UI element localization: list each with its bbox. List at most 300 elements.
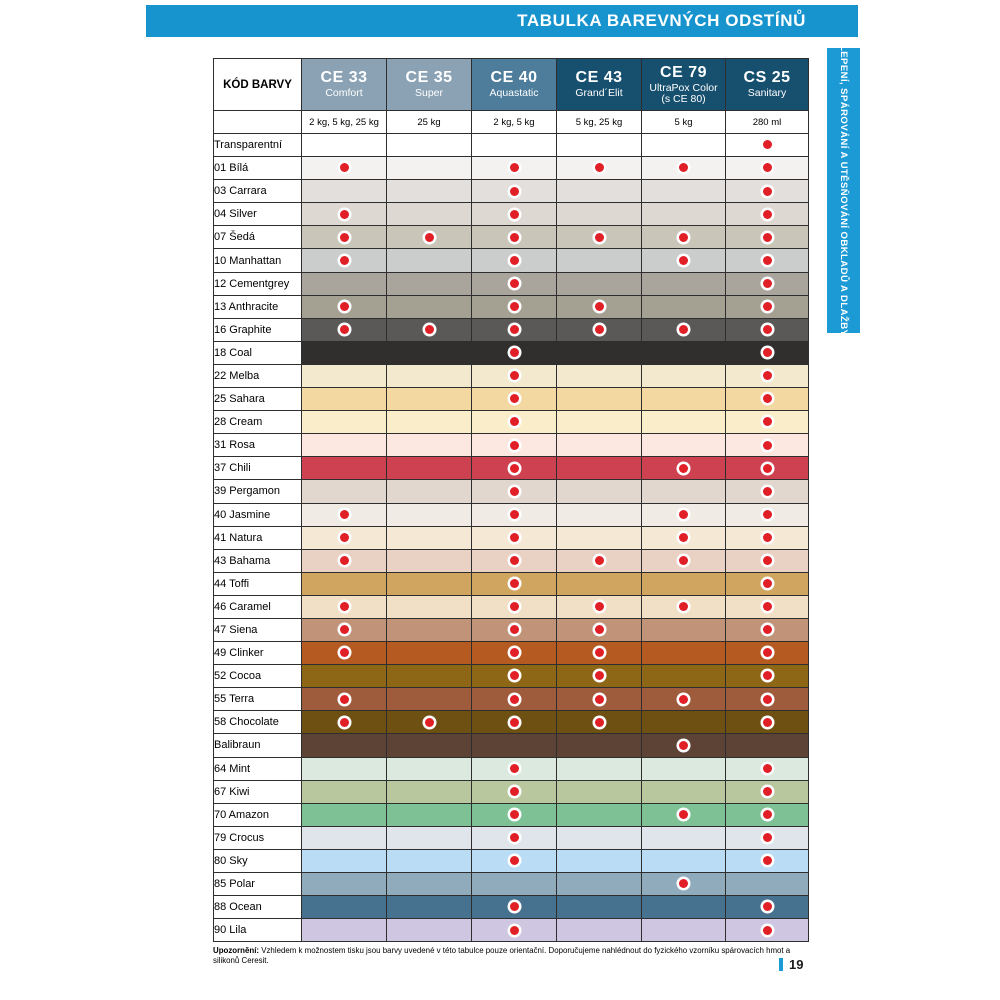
row-label: 10 Manhattan (214, 249, 302, 272)
table-row (214, 595, 809, 618)
color-swatch-cell (387, 318, 472, 341)
package-size-cell: 280 ml (726, 111, 809, 134)
color-swatch-cell (642, 826, 726, 849)
availability-dot-icon (763, 464, 772, 473)
row-label: 44 Toffi (214, 572, 302, 595)
color-swatch-cell (557, 341, 642, 364)
color-swatch-cell (472, 826, 557, 849)
row-label: 07 Šedá (214, 226, 302, 249)
color-swatch-cell (472, 780, 557, 803)
row-label: 04 Silver (214, 203, 302, 226)
row-label: 64 Mint (214, 757, 302, 780)
table-row (214, 734, 809, 757)
availability-dot-icon (763, 764, 772, 773)
color-swatch-cell (726, 896, 809, 919)
color-swatch-cell (387, 480, 472, 503)
color-swatch-cell (472, 711, 557, 734)
footnote-text: Vzhledem k možnostem tisku jsou barvy uvedené v této tabulce pouze orientační. Doporučujeme nahlédnout do fyzického vzorníku spárovacích hmot a silikonů Ceresit. (213, 946, 791, 965)
availability-dot-icon (679, 556, 688, 565)
color-swatch-cell (472, 873, 557, 896)
table-row (214, 642, 809, 665)
row-label: 22 Melba (214, 364, 302, 387)
availability-dot-icon (763, 441, 772, 450)
table-row (214, 203, 809, 226)
column-header-ce-35 (387, 59, 472, 111)
color-swatch-cell (387, 711, 472, 734)
availability-dot-icon (340, 163, 349, 172)
color-swatch-cell (642, 896, 726, 919)
availability-dot-icon (595, 302, 604, 311)
availability-dot-icon (340, 256, 349, 265)
color-swatch-cell (557, 364, 642, 387)
row-label: 13 Anthracite (214, 295, 302, 318)
table-row (214, 503, 809, 526)
color-swatch-cell (302, 826, 387, 849)
package-size-cell: 25 kg (387, 111, 472, 134)
package-sizes-blank-cell (214, 111, 302, 134)
color-swatch-cell (642, 157, 726, 180)
color-swatch-cell (557, 642, 642, 665)
page-number-accent-bar (779, 958, 783, 971)
availability-dot-icon (595, 325, 604, 334)
color-swatch-cell (642, 665, 726, 688)
color-swatch-cell (387, 688, 472, 711)
color-swatch-cell (726, 411, 809, 434)
availability-dot-icon (679, 464, 688, 473)
table-row (214, 226, 809, 249)
color-swatch-cell (642, 249, 726, 272)
color-swatch-cell (472, 480, 557, 503)
color-swatch-cell (387, 572, 472, 595)
color-swatch-cell (726, 572, 809, 595)
color-swatch-cell (726, 803, 809, 826)
color-swatch-cell (557, 295, 642, 318)
color-swatch-cell (642, 780, 726, 803)
color-swatch-cell (726, 226, 809, 249)
availability-dot-icon (510, 394, 519, 403)
color-swatch-cell (302, 411, 387, 434)
availability-dot-icon (763, 718, 772, 727)
availability-dot-icon (340, 233, 349, 242)
color-swatch-cell (726, 549, 809, 572)
color-swatch-cell (642, 757, 726, 780)
availability-dot-icon (763, 510, 772, 519)
color-swatch-cell (557, 457, 642, 480)
color-swatch-cell (642, 457, 726, 480)
color-swatch-cell (557, 480, 642, 503)
color-swatch-cell (387, 526, 472, 549)
color-swatch-cell (642, 803, 726, 826)
color-swatch-cell (726, 734, 809, 757)
color-swatch-cell (726, 272, 809, 295)
color-swatch-cell (726, 711, 809, 734)
color-swatch-cell (557, 572, 642, 595)
availability-dot-icon (763, 487, 772, 496)
availability-dot-icon (510, 371, 519, 380)
color-swatch-cell (557, 272, 642, 295)
availability-dot-icon (763, 856, 772, 865)
availability-dot-icon (510, 325, 519, 334)
color-swatch-cell (472, 134, 557, 157)
color-swatch-cell (302, 849, 387, 872)
color-swatch-cell (302, 642, 387, 665)
availability-dot-icon (763, 602, 772, 611)
color-swatch-cell (302, 757, 387, 780)
color-swatch-cell (642, 364, 726, 387)
color-swatch-cell (557, 734, 642, 757)
availability-dot-icon (679, 510, 688, 519)
color-swatch-cell (302, 295, 387, 318)
color-swatch-cell (557, 549, 642, 572)
color-swatch-cell (726, 919, 809, 942)
color-swatch-cell (302, 780, 387, 803)
color-swatch-cell (302, 134, 387, 157)
row-label: 31 Rosa (214, 434, 302, 457)
table-row (214, 826, 809, 849)
color-swatch-cell (302, 572, 387, 595)
color-swatch-cell (302, 364, 387, 387)
color-swatch-cell (642, 434, 726, 457)
color-swatch-cell (387, 734, 472, 757)
row-label: 16 Graphite (214, 318, 302, 341)
color-swatch-cell (642, 411, 726, 434)
color-swatch-cell (726, 665, 809, 688)
availability-dot-icon (763, 556, 772, 565)
availability-dot-icon (510, 902, 519, 911)
color-swatch-cell (387, 295, 472, 318)
color-swatch-cell (642, 618, 726, 641)
column-header-cs-25 (726, 59, 809, 111)
color-swatch-cell (302, 272, 387, 295)
product-name: Aquastatic (489, 87, 539, 100)
color-swatch-cell (557, 711, 642, 734)
row-label: Transparentní (214, 134, 302, 157)
availability-dot-icon (595, 163, 604, 172)
color-swatch-cell (302, 457, 387, 480)
row-label: 01 Bílá (214, 157, 302, 180)
availability-dot-icon (510, 256, 519, 265)
color-swatch-cell (557, 665, 642, 688)
availability-dot-icon (510, 856, 519, 865)
availability-dot-icon (595, 648, 604, 657)
color-swatch-cell (472, 411, 557, 434)
table-row (214, 434, 809, 457)
color-swatch-cell (642, 849, 726, 872)
color-swatch-cell (557, 849, 642, 872)
availability-dot-icon (340, 325, 349, 334)
color-swatch-cell (387, 919, 472, 942)
color-swatch-cell (642, 734, 726, 757)
table-row (214, 180, 809, 203)
table-row (214, 157, 809, 180)
availability-dot-icon (510, 833, 519, 842)
availability-dot-icon (510, 556, 519, 565)
row-label: 70 Amazon (214, 803, 302, 826)
table-row (214, 295, 809, 318)
color-swatch-cell (726, 364, 809, 387)
table-row (214, 873, 809, 896)
color-swatch-cell (302, 526, 387, 549)
color-swatch-cell (726, 503, 809, 526)
color-swatch-cell (472, 919, 557, 942)
color-swatch-cell (642, 203, 726, 226)
color-swatch-cell (302, 595, 387, 618)
row-label: 58 Chocolate (214, 711, 302, 734)
color-swatch-cell (387, 757, 472, 780)
availability-dot-icon (679, 695, 688, 704)
availability-dot-icon (763, 210, 772, 219)
color-swatch-cell (726, 434, 809, 457)
color-swatch-cell (557, 826, 642, 849)
availability-dot-icon (595, 556, 604, 565)
color-swatch-cell (472, 457, 557, 480)
color-swatch-cell (557, 896, 642, 919)
color-swatch-cell (387, 249, 472, 272)
color-swatch-cell (472, 272, 557, 295)
color-swatch-cell (557, 503, 642, 526)
color-swatch-cell (302, 549, 387, 572)
availability-dot-icon (763, 325, 772, 334)
availability-dot-icon (510, 417, 519, 426)
color-swatch-cell (726, 826, 809, 849)
availability-dot-icon (510, 302, 519, 311)
table-row (214, 318, 809, 341)
product-code: CE 79 (660, 63, 707, 81)
availability-dot-icon (425, 718, 434, 727)
color-swatch-cell (302, 734, 387, 757)
availability-dot-icon (340, 210, 349, 219)
table-row (214, 780, 809, 803)
color-swatch-cell (302, 249, 387, 272)
table-row (214, 457, 809, 480)
color-swatch-cell (726, 203, 809, 226)
availability-dot-icon (510, 163, 519, 172)
availability-dot-icon (763, 371, 772, 380)
availability-dot-icon (510, 648, 519, 657)
color-swatch-cell (726, 757, 809, 780)
availability-dot-icon (763, 302, 772, 311)
product-code: CS 25 (743, 69, 791, 87)
availability-dot-icon (763, 625, 772, 634)
color-swatch-cell (387, 226, 472, 249)
color-swatch-cell (726, 157, 809, 180)
color-swatch-cell (302, 434, 387, 457)
row-label: 90 Lila (214, 919, 302, 942)
table-row (214, 711, 809, 734)
color-swatch-cell (302, 480, 387, 503)
color-swatch-cell (642, 595, 726, 618)
color-swatch-cell (726, 642, 809, 665)
color-swatch-cell (387, 503, 472, 526)
color-swatch-cell (302, 318, 387, 341)
color-swatch-cell (642, 295, 726, 318)
row-label: 47 Siena (214, 618, 302, 641)
color-swatch-cell (557, 873, 642, 896)
color-swatch-cell (387, 849, 472, 872)
table-row (214, 849, 809, 872)
color-swatch-cell (557, 411, 642, 434)
availability-dot-icon (679, 741, 688, 750)
availability-dot-icon (340, 695, 349, 704)
section-side-tab-label: LEPENÍ, SPÁROVÁNÍ A UTĚSŇOVÁNÍ OBKLADŮ A DLAŽBY (838, 44, 849, 337)
row-label: 49 Clinker (214, 642, 302, 665)
color-swatch-cell (472, 803, 557, 826)
table-row (214, 526, 809, 549)
table-row (214, 803, 809, 826)
table-row (214, 665, 809, 688)
color-swatch-cell (642, 526, 726, 549)
color-swatch-cell (302, 919, 387, 942)
column-header-code: KÓD BARVY (214, 59, 302, 111)
color-swatch-cell (472, 688, 557, 711)
color-swatch-cell (726, 341, 809, 364)
color-swatch-cell (557, 226, 642, 249)
row-label: 67 Kiwi (214, 780, 302, 803)
availability-dot-icon (679, 533, 688, 542)
row-label: 52 Cocoa (214, 665, 302, 688)
color-swatch-cell (726, 318, 809, 341)
color-swatch-cell (726, 388, 809, 411)
table-row (214, 249, 809, 272)
row-label: 25 Sahara (214, 388, 302, 411)
availability-dot-icon (763, 810, 772, 819)
availability-dot-icon (340, 302, 349, 311)
color-swatch-cell (387, 180, 472, 203)
color-swatch-cell (387, 826, 472, 849)
color-swatch-cell (387, 896, 472, 919)
color-swatch-cell (472, 364, 557, 387)
color-swatch-cell (642, 919, 726, 942)
availability-dot-icon (510, 533, 519, 542)
color-swatch-cell (557, 180, 642, 203)
color-swatch-cell (642, 549, 726, 572)
color-swatch-cell (302, 226, 387, 249)
row-label: 85 Polar (214, 873, 302, 896)
availability-dot-icon (763, 140, 772, 149)
color-swatch-cell (557, 688, 642, 711)
availability-dot-icon (510, 671, 519, 680)
color-swatch-cell (557, 388, 642, 411)
row-label: 03 Carrara (214, 180, 302, 203)
color-swatch-cell (557, 803, 642, 826)
product-code: CE 40 (490, 69, 538, 87)
package-size-cell: 5 kg, 25 kg (557, 111, 642, 134)
color-swatch-cell (472, 157, 557, 180)
color-swatch-cell (726, 295, 809, 318)
product-code: CE 33 (320, 69, 368, 87)
color-swatch-cell (557, 526, 642, 549)
table-row (214, 388, 809, 411)
availability-dot-icon (510, 464, 519, 473)
color-swatch-cell (726, 595, 809, 618)
color-swatch-cell (472, 295, 557, 318)
table-row (214, 364, 809, 387)
color-swatch-cell (302, 157, 387, 180)
footnote (213, 946, 809, 966)
color-swatch-cell (387, 780, 472, 803)
availability-dot-icon (763, 163, 772, 172)
availability-dot-icon (510, 210, 519, 219)
availability-dot-icon (510, 348, 519, 357)
page-number (779, 957, 803, 972)
availability-dot-icon (679, 325, 688, 334)
availability-dot-icon (763, 348, 772, 357)
color-swatch-cell (726, 873, 809, 896)
color-swatch-cell (472, 734, 557, 757)
color-swatch-cell (387, 549, 472, 572)
page-header-banner (146, 5, 858, 37)
table-row (214, 272, 809, 295)
row-label: 39 Pergamon (214, 480, 302, 503)
color-swatch-cell (642, 134, 726, 157)
availability-dot-icon (763, 279, 772, 288)
color-swatch-cell (387, 873, 472, 896)
color-swatch-cell (472, 849, 557, 872)
row-label: 46 Caramel (214, 595, 302, 618)
color-swatch-cell (387, 665, 472, 688)
product-name: Sanitary (747, 87, 787, 100)
color-swatch-cell (387, 388, 472, 411)
color-swatch-cell (642, 318, 726, 341)
color-swatch-cell (472, 642, 557, 665)
color-swatch-cell (726, 526, 809, 549)
product-code: CE 43 (575, 69, 623, 87)
color-swatch-cell (387, 618, 472, 641)
color-swatch-cell (557, 919, 642, 942)
product-name: Comfort (325, 87, 363, 100)
column-header-ce-43 (557, 59, 642, 111)
color-swatch-cell (387, 595, 472, 618)
color-swatch-cell (557, 134, 642, 157)
product-name: Super (414, 87, 444, 100)
availability-dot-icon (679, 256, 688, 265)
color-swatch-cell (642, 272, 726, 295)
color-swatch-cell (642, 180, 726, 203)
availability-dot-icon (679, 233, 688, 242)
table-row (214, 572, 809, 595)
color-swatch-cell (642, 572, 726, 595)
section-side-tab[interactable] (827, 44, 860, 337)
availability-dot-icon (763, 187, 772, 196)
color-swatch-cell (302, 203, 387, 226)
availability-dot-icon (510, 487, 519, 496)
availability-dot-icon (595, 233, 604, 242)
table-row (214, 896, 809, 919)
availability-dot-icon (340, 533, 349, 542)
row-label: 18 Coal (214, 341, 302, 364)
color-swatch-cell (387, 457, 472, 480)
color-swatch-cell (472, 249, 557, 272)
availability-dot-icon (510, 233, 519, 242)
color-swatch-cell (472, 618, 557, 641)
availability-dot-icon (340, 718, 349, 727)
column-header-ce-79 (642, 59, 726, 111)
availability-dot-icon (763, 695, 772, 704)
color-swatch-cell (387, 803, 472, 826)
color-swatch-cell (387, 364, 472, 387)
color-swatch-cell (557, 780, 642, 803)
row-label: 41 Natura (214, 526, 302, 549)
availability-dot-icon (595, 671, 604, 680)
color-swatch-cell (726, 457, 809, 480)
color-swatch-cell (726, 618, 809, 641)
color-swatch-cell (642, 480, 726, 503)
color-swatch-cell (472, 549, 557, 572)
color-swatch-cell (557, 618, 642, 641)
color-swatch-cell (387, 157, 472, 180)
availability-dot-icon (763, 417, 772, 426)
row-label: 79 Crocus (214, 826, 302, 849)
